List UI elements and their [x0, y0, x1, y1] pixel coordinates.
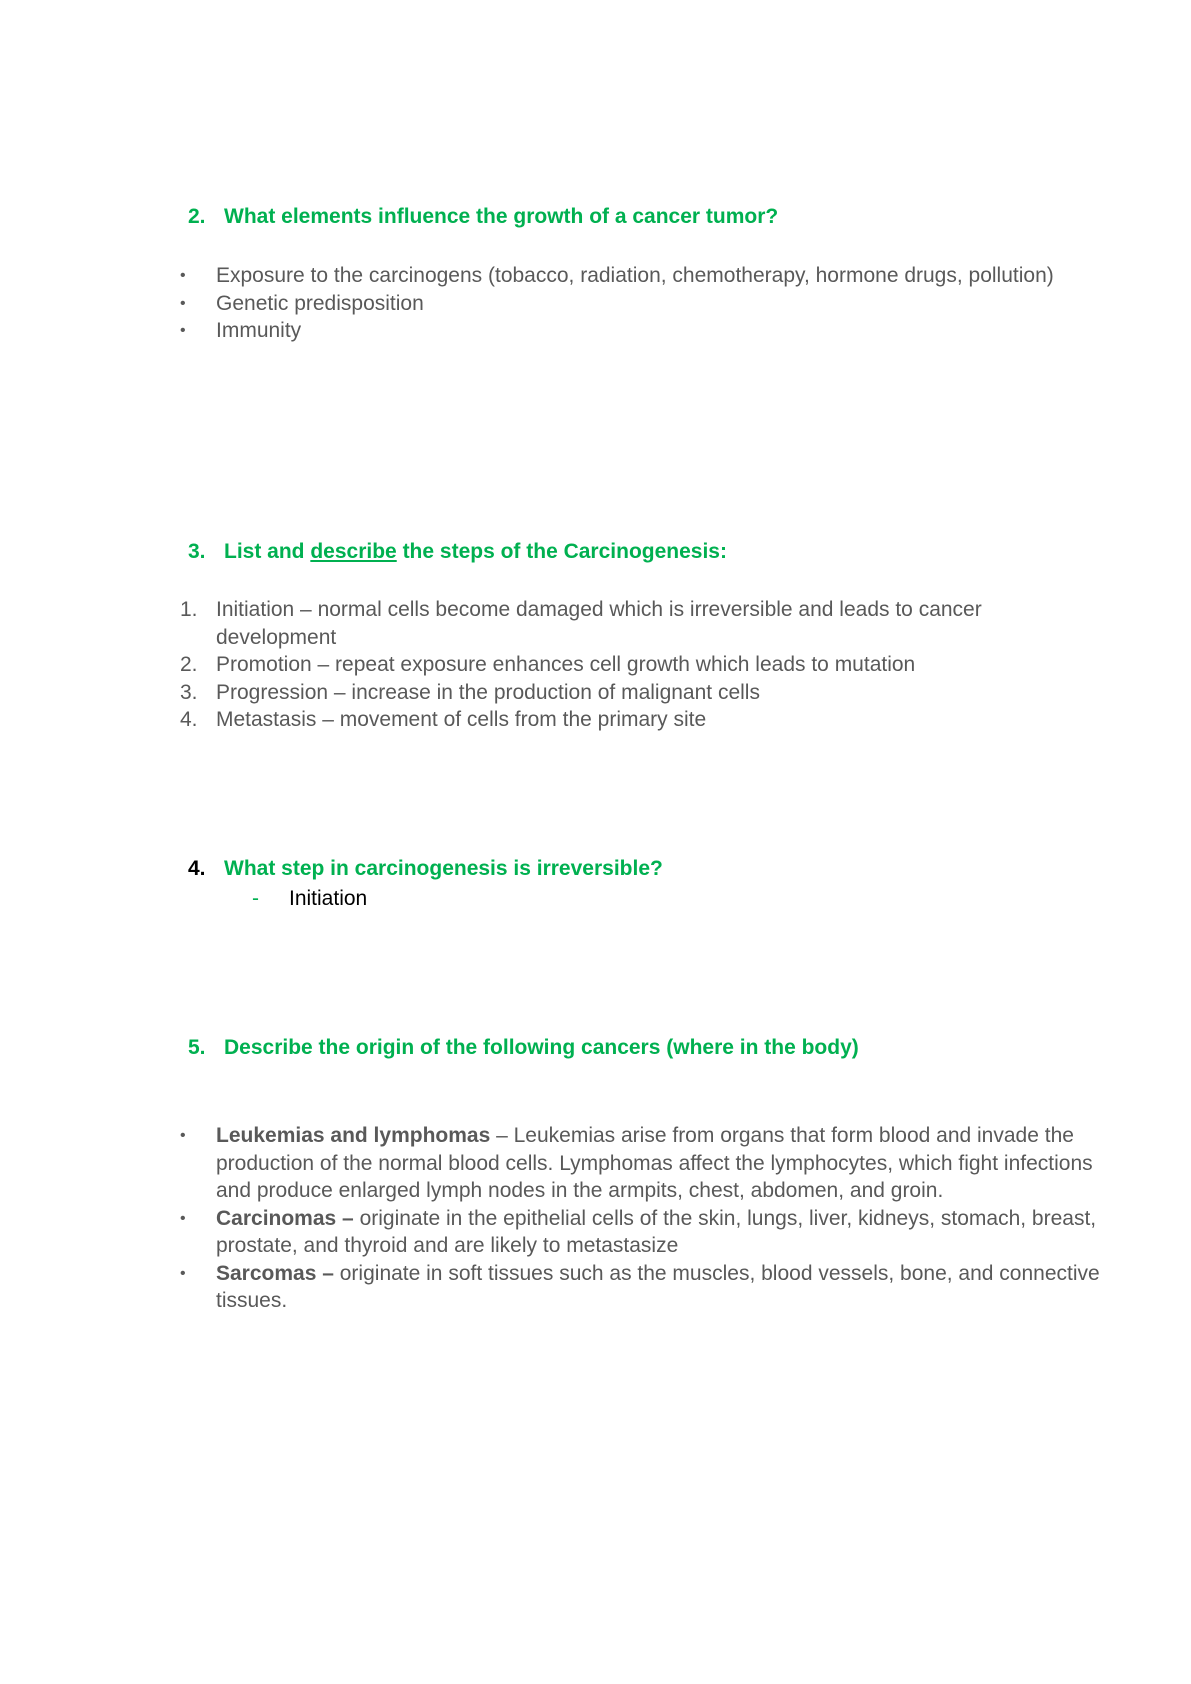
list-item [180, 679, 1100, 707]
list-item-text: Progression – increase in the production of malignant cells [216, 680, 760, 704]
question-2-heading [188, 204, 778, 230]
list-number: 3. [180, 680, 198, 704]
cancer-type-label: Leukemias and lymphomas [216, 1124, 491, 1147]
question-text: Describe the origin of the following cancers (where in the body) [224, 1036, 859, 1059]
question-text: What step in carcinogenesis is irreversible? [224, 857, 663, 880]
list-item-text: Exposure to the carcinogens (tobacco, radiation, chemotherapy, hormone drugs, pollution) [216, 264, 1054, 287]
question-3-heading [188, 539, 727, 565]
list-item [180, 317, 1100, 345]
list-item [180, 651, 1100, 679]
cancer-type-label: Sarcomas – [216, 1261, 334, 1285]
question-number: 4. [188, 857, 206, 880]
list-number: 1. [180, 598, 198, 621]
question-text: the steps of the Carcinogenesis: [396, 540, 727, 563]
question-2-answers [180, 262, 1100, 345]
question-text: List and [224, 540, 311, 563]
question-5-heading [188, 1035, 859, 1061]
list-item [180, 596, 1100, 651]
list-item [180, 290, 1100, 318]
list-item-text: originate in soft tissues such as the muscles, blood vessels, bone, and connective tissues. [216, 1261, 1100, 1312]
cancer-type-label: Carcinomas – [216, 1206, 354, 1230]
list-item-text: Immunity [216, 319, 302, 342]
question-4-answer [252, 886, 367, 912]
question-3-answers [180, 596, 1100, 734]
list-item [180, 1260, 1100, 1315]
question-number: 3. [188, 540, 206, 563]
list-item [180, 706, 1100, 734]
question-number: 2. [188, 205, 206, 228]
list-item [180, 1205, 1100, 1260]
answer-text: Initiation [289, 887, 368, 910]
list-item [180, 1122, 1100, 1205]
list-number: 2. [180, 653, 198, 676]
question-4-heading [188, 856, 663, 882]
question-text-underlined: describe [310, 540, 397, 563]
list-item-text: – Leukemias arise from organs that form blood and invade the production of the normal blood cells. Lymphomas affect the lymphocytes, which fight infections and produce enlarged lymph nodes in the armpits, chest, abdomen, and groin. [216, 1124, 1093, 1202]
question-5-answers [180, 1122, 1100, 1315]
dash-marker: - [252, 887, 259, 910]
list-number: 4. [180, 708, 198, 731]
question-number: 5. [188, 1036, 206, 1059]
list-item-text: Genetic predisposition [216, 291, 424, 315]
list-item-text: originate in the epithelial cells of the skin, lungs, liver, kidneys, stomach, breast, prostate, and thyroid and are likely to metastasize [216, 1206, 1097, 1257]
list-item-text: Initiation – normal cells become damaged which is irreversible and leads to cancer development [216, 598, 982, 649]
list-item-text: Metastasis – movement of cells from the primary site [216, 708, 707, 731]
list-item-text: Promotion – repeat exposure enhances cell growth which leads to mutation [216, 653, 916, 676]
list-item [180, 262, 1100, 290]
question-text: What elements influence the growth of a cancer tumor? [224, 205, 779, 228]
